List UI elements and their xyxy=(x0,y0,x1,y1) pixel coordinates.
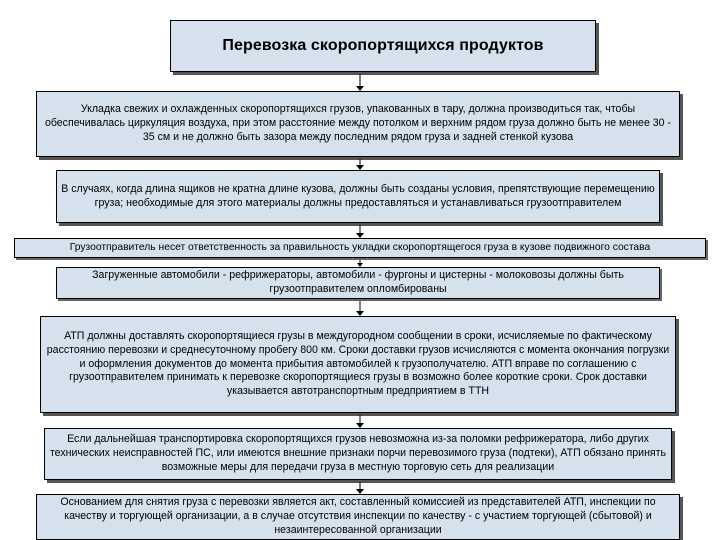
connector-arrowhead xyxy=(356,165,364,170)
block-sealing: Загруженные автомобили - рефрижераторы, автомобили - фургоны и цистерны - молоковозы должны быть грузоотправителем опломбированы xyxy=(56,267,660,299)
block-transport-impossible: Если дальнейшая транспортировка скоропортящихся грузов невозможна из-за поломки рефрижератора, либо других технических неисправностей ПС, или имеются внешние признаки порчи перевозимого груза (подтеки), АТП обязано принять возможные меры для передачи груза в местную торговую сеть для реализации xyxy=(44,428,672,480)
diagram-title: Перевозка скоропортящихся продуктов xyxy=(170,20,596,72)
connector-arrowhead xyxy=(357,263,363,267)
connector-arrowhead xyxy=(356,423,364,428)
block-shipper-responsibility: Грузоотправитель несет ответственность за правильность укладки скоропортящегося груза в кузове подвижного состава xyxy=(14,238,706,258)
connector-arrowhead xyxy=(356,311,364,316)
block-air-circulation: Укладка свежих и охлажденных скоропортящихся грузов, упакованных в тару, должна производиться так, чтобы обеспечивалась циркуляция воздуха, при этом расстояние между потолком и верхним рядом груза должно быть не менее 30 - 35 см и не должно быть зазора между последним рядом груза и задней стенкой кузова xyxy=(36,91,680,157)
block-removal-basis: Основанием для снятия груза с перевозки является акт, составленный комиссией из представителей АТП, инспекции по качеству и торгующей организации, а в случае отсутствия инспекции по качеству - с участием торгующей (сбытовой) и незаинтересованной организации xyxy=(36,494,680,540)
connector-arrowhead xyxy=(356,489,364,494)
connector-arrowhead xyxy=(356,86,364,91)
connector-arrowhead xyxy=(356,233,364,238)
block-delivery-terms: АТП должны доставлять скоропортящиеся грузы в междугородном сообщении в сроки, исчисляемые по фактическому расстоянию перевозки и среднесуточному пробегу 800 км. Сроки доставки грузов исчисляются с момента окончания погрузки и оформления документов до момента прибытия автомобилей к грузополучателю. АТП вправе по соглашению с грузоотправителем принимать к перевозке скоропортящиеся грузы в возможно более короткие сроки. Срок доставки указывается автотранспортным предприятием в ТТН xyxy=(40,316,676,413)
block-box-length: В случаях, когда длина ящиков не кратна длине кузова, должны быть созданы условия, препятствующие перемещению груза; необходимые для этого материалы должны предоставляться и устанавливаться грузоотправителем xyxy=(56,170,660,223)
